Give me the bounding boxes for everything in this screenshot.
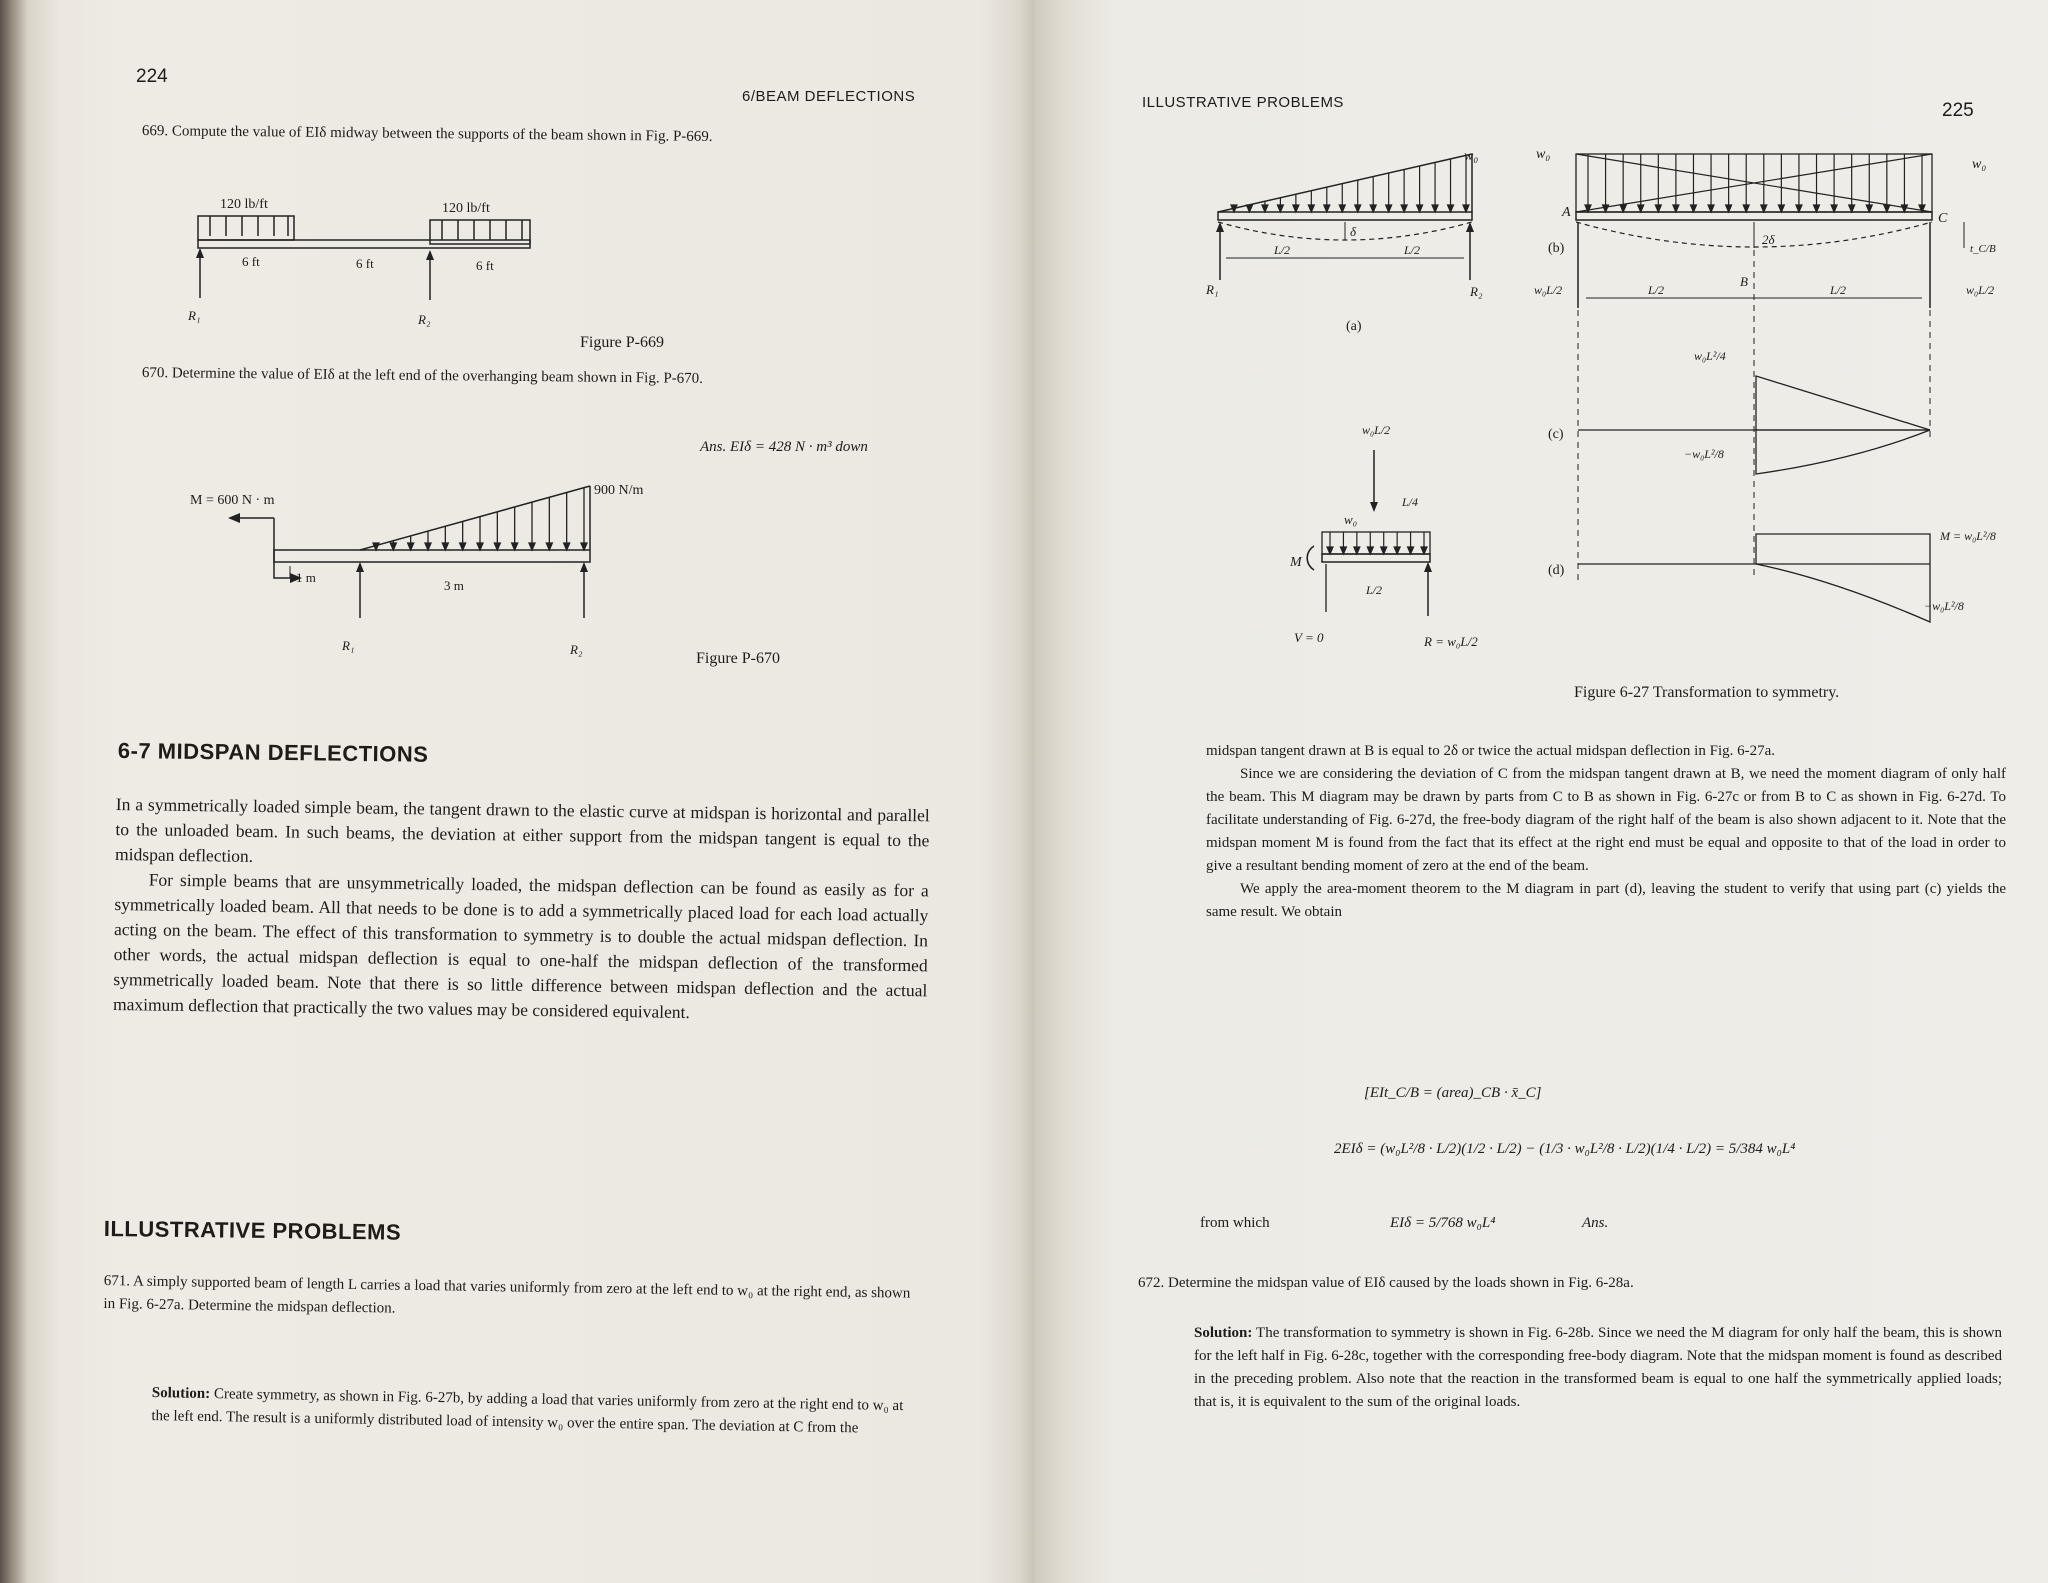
fig627b-tcb: t_C/B <box>1970 243 1996 255</box>
from-which: from which <box>1200 1215 1270 1231</box>
fig670-moment: M = 600 N · m <box>190 493 275 508</box>
fig627d-moment-neg: −w₀L²/8 <box>1924 599 1964 613</box>
load-arrowhead <box>1324 205 1330 212</box>
problem-670 <box>142 362 962 394</box>
load-arrowhead <box>460 543 466 550</box>
fig627a-r2: R₂ <box>1470 284 1483 299</box>
load-arrowhead <box>1603 205 1609 212</box>
load-arrowhead <box>546 543 552 550</box>
fbd-w0: w₀ <box>1344 512 1358 527</box>
fbd-M: M <box>1290 555 1302 570</box>
fig627b-w0-right: w₀ <box>1972 157 1987 172</box>
page-number-left: 224 <box>136 66 168 87</box>
fig627b-2delta: 2δ <box>1762 232 1775 247</box>
load-arrowhead <box>529 543 535 550</box>
fig627c-area-neg: −w₀L²/8 <box>1684 447 1724 461</box>
solution-672-label: Solution: <box>1194 1325 1253 1341</box>
load-arrowhead <box>1690 205 1696 212</box>
solution-671-label: Solution: <box>151 1384 211 1403</box>
problem-670-text: Determine the value of EIδ at the left end of the overhanging beam shown in Fig. P-670. <box>171 365 704 387</box>
load-arrowhead <box>1778 205 1784 212</box>
fbd-half: L/2 <box>1366 583 1383 597</box>
load-arrowhead <box>1394 547 1400 554</box>
fig627b-A: A <box>1562 205 1571 220</box>
load-arrowhead <box>1463 205 1469 212</box>
figure-p670 <box>180 478 644 678</box>
fig670-span2: 3 m <box>444 578 464 593</box>
figure-6-27bcd <box>1534 140 2014 650</box>
load-arrowhead <box>1448 205 1454 212</box>
fbd-load-resultant: w₀L/2 <box>1362 423 1391 437</box>
fig670-span1: 1 m <box>296 570 316 585</box>
paragraph-symmetric: In a symmetrically loaded simple beam, the tangent drawn to the elastic curve at midspan is horizontal and parallel to the unloaded beam. In such beams, the deviation at either support from the midspan tangent is equal to the midspan deflection. <box>114 793 930 866</box>
load-arrowhead <box>1401 205 1407 212</box>
fig669-r1: R₁ <box>188 308 201 323</box>
fig669-span2: 6 ft <box>356 256 374 271</box>
load-arrowhead <box>1796 205 1802 212</box>
figure-p669-caption: Figure P-669 <box>580 334 664 351</box>
problem-671 <box>103 1270 916 1329</box>
fig669-load2: 120 lb/ft <box>442 201 490 216</box>
fig627b-half-right: L/2 <box>1830 283 1847 297</box>
problem-672 <box>1138 1272 1998 1295</box>
fbd-R: R = w₀L/2 <box>1424 634 1478 649</box>
section-title-6-7: 6-7 MIDSPAN DEFLECTIONS <box>117 738 429 767</box>
problem-669-number: 669. <box>141 122 169 140</box>
solution-671 <box>151 1382 912 1441</box>
load-arrowhead <box>1708 205 1714 212</box>
load-arrowhead <box>1262 205 1268 212</box>
load-arrowhead <box>477 543 483 550</box>
fig669-span1: 6 ft <box>242 254 260 269</box>
right-page <box>1034 0 2048 1583</box>
load-arrowhead <box>1367 547 1373 554</box>
fig627a-half-left: L/2 <box>1274 243 1291 257</box>
fig627a-label: (a) <box>1346 319 1362 334</box>
paragraph-unsymmetric: For simple beams that are unsymmetrically loaded, the midspan deflection can be found as easily as for a symmetrically loaded beam. All that needs to be done is to add a symmetrically placed load for each load actually acting on the beam. The effect of this transformation to symmetry is to double the actual midspan deflection. In other words, the actual midspan deflection is equal to one-half the midspan deflection of the transformed symmetrically loaded beam. Note that there is so little difference between midspan deflection and the actual maximum deflection that practically the two values may be considered equivalent. <box>112 869 929 1023</box>
paragraph-deviation: Since we are considering the deviation of C from the midspan tangent drawn at B, we need the moment diagram of only half the beam. This M diagram may be drawn by parts from C to B as shown in Fig. 6-27c or from B to C as shown in Fig. 6-27d. To facilitate understanding of Fig. 6-27d, the free-body diagram of the right half of the beam is also shown adjacent to it. Note that the midspan moment M is found from the fact that its effect at the right end must be equal and opposite to that of the load in order to give a resultant bending moment of zero at the end of the beam. <box>1206 766 2006 874</box>
load-arrowhead <box>1655 205 1661 212</box>
problem-669 <box>142 120 962 152</box>
load-arrowhead <box>1726 205 1732 212</box>
load-arrowhead <box>1381 547 1387 554</box>
load-arrowhead <box>1743 205 1749 212</box>
fig627b-C: C <box>1938 211 1948 226</box>
equation-result: EIδ = 5/768 w₀L⁴ <box>1390 1215 1496 1231</box>
load-arrowhead <box>1308 205 1314 212</box>
illustrative-problems-title: ILLUSTRATIVE PROBLEMS <box>103 1216 402 1245</box>
load-arrowhead <box>1849 205 1855 212</box>
fig627d-moment-eq: M = w₀L²/8 <box>1940 529 1996 543</box>
load-arrowhead <box>1370 205 1376 212</box>
page-number-right: 225 <box>1942 100 1974 121</box>
load-arrowhead <box>1673 205 1679 212</box>
load-arrowhead <box>1293 205 1299 212</box>
load-arrowhead <box>425 543 431 550</box>
problem-672-number: 672. <box>1138 1275 1165 1291</box>
fig627d-label: (d) <box>1548 563 1565 578</box>
load-arrowhead <box>1386 205 1392 212</box>
load-arrowhead <box>1277 205 1283 212</box>
fig627c-area-pos: w₀L²/4 <box>1694 349 1726 363</box>
fig627b-reaction-right: w₀L/2 <box>1966 283 1995 297</box>
problem-669-text: Compute the value of EIδ midway between the supports of the beam shown in Fig. P-669. <box>171 123 713 145</box>
right-body <box>1206 740 2006 924</box>
load-arrowhead <box>1884 205 1890 212</box>
fig627a-r1: R₁ <box>1206 282 1219 297</box>
fig627a-half-right: L/2 <box>1404 243 1421 257</box>
fig627a-delta: δ <box>1350 224 1357 239</box>
solution-671-text: Create symmetry, as shown in Fig. 6-27b, by adding a load that varies uniformly from zero at the right end to w₀ at the left end. The result is a uniformly distributed load of intensity w₀ over the entire span. The deviation at C from the <box>151 1386 904 1437</box>
load-arrowhead <box>1831 205 1837 212</box>
load-arrowhead <box>494 543 500 550</box>
section-body <box>113 792 930 1028</box>
problem-671-number: 671. <box>103 1272 131 1290</box>
fig627b-B: B <box>1740 274 1748 289</box>
problem-670-answer: Ans. EIδ = 428 N · m³ down <box>700 439 868 455</box>
fig669-r2: R₂ <box>418 312 431 327</box>
load-arrowhead <box>1814 205 1820 212</box>
fig627b-reaction-left: w₀L/2 <box>1534 283 1563 297</box>
load-arrowhead <box>1866 205 1872 212</box>
problem-672-text: Determine the midspan value of EIδ caused by the loads shown in Fig. 6-28a. <box>1168 1275 1634 1291</box>
fig669-load1: 120 lb/ft <box>220 197 268 212</box>
figure-p670-caption: Figure P-670 <box>696 650 780 667</box>
fig670-r2: R₂ <box>570 642 583 657</box>
fig627b-w0-left: w₀ <box>1536 147 1551 162</box>
load-arrowhead <box>408 543 414 550</box>
load-arrowhead <box>1421 547 1427 554</box>
fig627c-label: (c) <box>1548 427 1564 442</box>
solution-672 <box>1194 1322 2002 1414</box>
problem-671-text: A simply supported beam of length L carries a load that varies uniformly from zero at the left end to w₀ at the right end, as shown in Fig. 6-27a. Determine the midspan deflection. <box>103 1273 911 1317</box>
answer-label: Ans. <box>1582 1215 1609 1231</box>
paragraph-area-moment: We apply the area-moment theorem to the M diagram in part (d), leaving the student to verify that using part (c) yields the same result. We obtain <box>1206 881 2006 920</box>
load-arrowhead <box>1432 205 1438 212</box>
figure-6-27a <box>1174 140 1504 340</box>
load-arrowhead <box>1339 205 1345 212</box>
load-arrowhead <box>1340 547 1346 554</box>
load-arrowhead <box>442 543 448 550</box>
figure-p669 <box>180 190 580 340</box>
load-arrowhead <box>512 543 518 550</box>
fig627b-half-left: L/2 <box>1648 283 1665 297</box>
load-arrowhead <box>1327 547 1333 554</box>
problem-670-number: 670. <box>141 364 169 382</box>
paragraph-continuation: midspan tangent drawn at B is equal to 2δ or twice the actual midspan deflection in Fig. 6-27a. <box>1206 743 1776 759</box>
load-arrowhead <box>1246 205 1252 212</box>
fig627a-w0: w₀ <box>1464 149 1479 164</box>
fig669-span3: 6 ft <box>476 258 494 273</box>
equation-area-moment: [EIt_C/B = (area)_CB · x̄_C] <box>1364 1085 1542 1101</box>
load-arrowhead <box>1620 205 1626 212</box>
load-arrowhead <box>1901 205 1907 212</box>
fbd-V: V = 0 <box>1294 630 1324 645</box>
fig670-r1: R₁ <box>342 638 355 653</box>
fig627b-label: (b) <box>1548 241 1565 256</box>
load-arrowhead <box>1354 547 1360 554</box>
fig670-load: 900 N/m <box>594 483 644 498</box>
load-arrowhead <box>1761 205 1767 212</box>
solution-672-text: The transformation to symmetry is shown in Fig. 6-28b. Since we need the M diagram for only half the beam, this is shown for the left half in Fig. 6-28c, together with the corresponding free-body diagram. Note that the midspan moment is found as described in the preceding problem. Also note that the reaction in the transformed beam is equal to one half the symmetrically applied loads; that is, it is equivalent to the sum of the original loads. <box>1194 1325 2002 1410</box>
running-head-left: 6/BEAM DEFLECTIONS <box>742 88 916 105</box>
load-arrowhead <box>1408 547 1414 554</box>
free-body-diagram <box>1254 420 1524 660</box>
fbd-quarter: L/4 <box>1402 495 1419 509</box>
load-arrowhead <box>564 543 570 550</box>
load-arrowhead <box>1355 205 1361 212</box>
running-head-right: ILLUSTRATIVE PROBLEMS <box>1142 94 1344 111</box>
load-arrowhead <box>1638 205 1644 212</box>
load-arrowhead <box>581 543 587 550</box>
equation-2EI-delta: 2EIδ = (w₀L²/8 · L/2)(1/2 · L/2) − (1/3 · w₀L²/8 · L/2)(1/4 · L/2) = 5/384 w₀L⁴ <box>1334 1141 1796 1157</box>
load-arrowhead <box>1231 205 1237 212</box>
figure-6-27-caption: Figure 6-27 Transformation to symmetry. <box>1574 684 1840 701</box>
load-arrowhead <box>1417 205 1423 212</box>
load-arrowhead <box>373 543 379 550</box>
load-arrowhead <box>390 543 396 550</box>
